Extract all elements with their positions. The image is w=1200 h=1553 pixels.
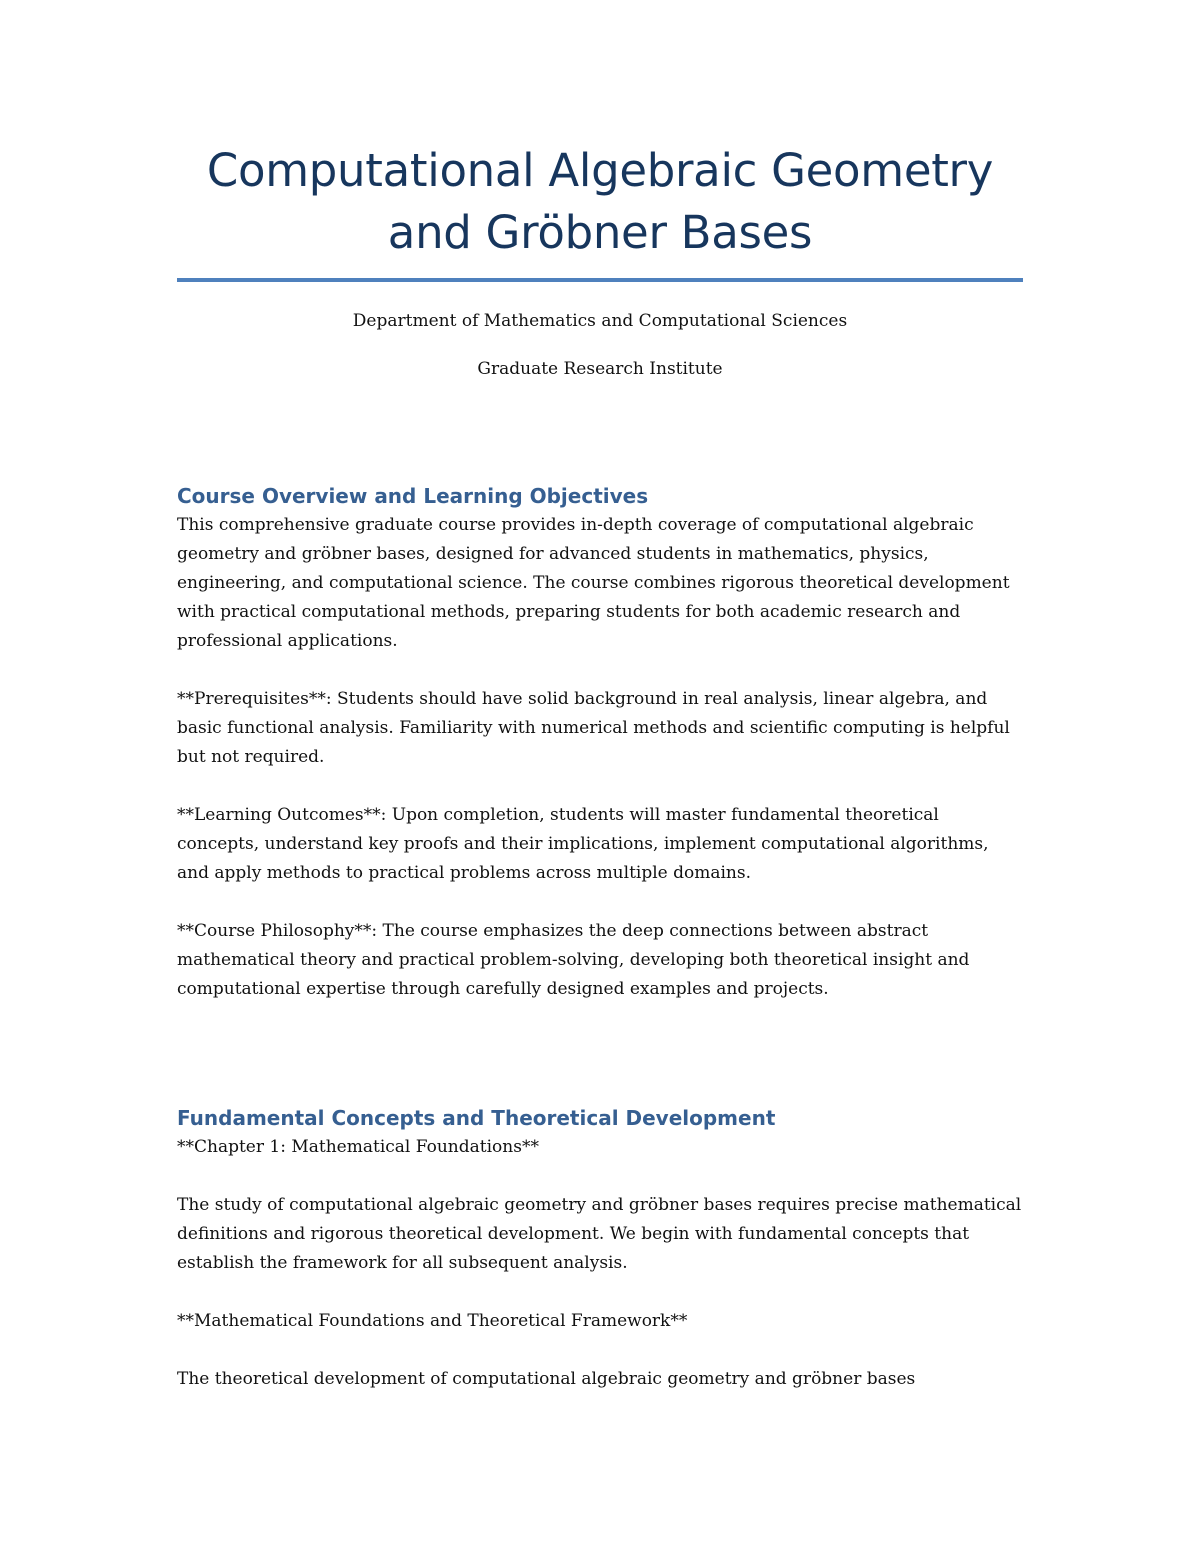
paragraph-prerequisites: **Prerequisites**: Students should have solid background in real analysis, linear algebra, and basic functional analysis. Familiarity with numerical methods and scientific computing is helpful but not required. bbox=[177, 689, 1010, 767]
paragraph-framework-title: **Mathematical Foundations and Theoretical Framework** bbox=[177, 1311, 688, 1331]
document-title: Computational Algebraic Geometry and Gröbner Bases bbox=[206, 144, 994, 259]
department-line: Department of Mathematics and Computational Sciences bbox=[352, 311, 848, 331]
paragraph-learning-outcomes: **Learning Outcomes**: Upon completion, students will master fundamental theoretical concepts, understand key proofs and their implications, implement computational algorithms, and apply methods to practical problems across multiple domains. bbox=[177, 805, 989, 883]
section-heading-fundamental-concepts: Fundamental Concepts and Theoretical Development bbox=[177, 1106, 776, 1130]
paragraph-course-philosophy: **Course Philosophy**: The course emphasizes the deep connections between abstract mathematical theory and practical problem-solving, developing both theoretical insight and computational expertise through carefully designed examples and projects. bbox=[177, 921, 970, 999]
paragraph-chapter-1-title: **Chapter 1: Mathematical Foundations** bbox=[177, 1137, 539, 1157]
paragraph-course-intro: This comprehensive graduate course provides in-depth coverage of computational algebraic geometry and gröbner bases, designed for advanced students in mathematics, physics, engineering, and computational science. The course combines rigorous theoretical development with practical computational methods, preparing students for both academic research and professional applications. bbox=[177, 515, 1010, 651]
section-heading-course-overview: Course Overview and Learning Objectives bbox=[177, 484, 649, 508]
institute-line: Graduate Research Institute bbox=[477, 359, 723, 379]
paragraph-foundations-intro: The study of computational algebraic geometry and gröbner bases requires precise mathematical definitions and rigorous theoretical development. We begin with fundamental concepts that establish the framework for all subsequent analysis. bbox=[177, 1195, 1022, 1273]
paragraph-theoretical-development: The theoretical development of computational algebraic geometry and gröbner bases bbox=[177, 1369, 916, 1389]
title-underline bbox=[177, 278, 1023, 282]
page-content bbox=[177, 140, 1023, 1394]
